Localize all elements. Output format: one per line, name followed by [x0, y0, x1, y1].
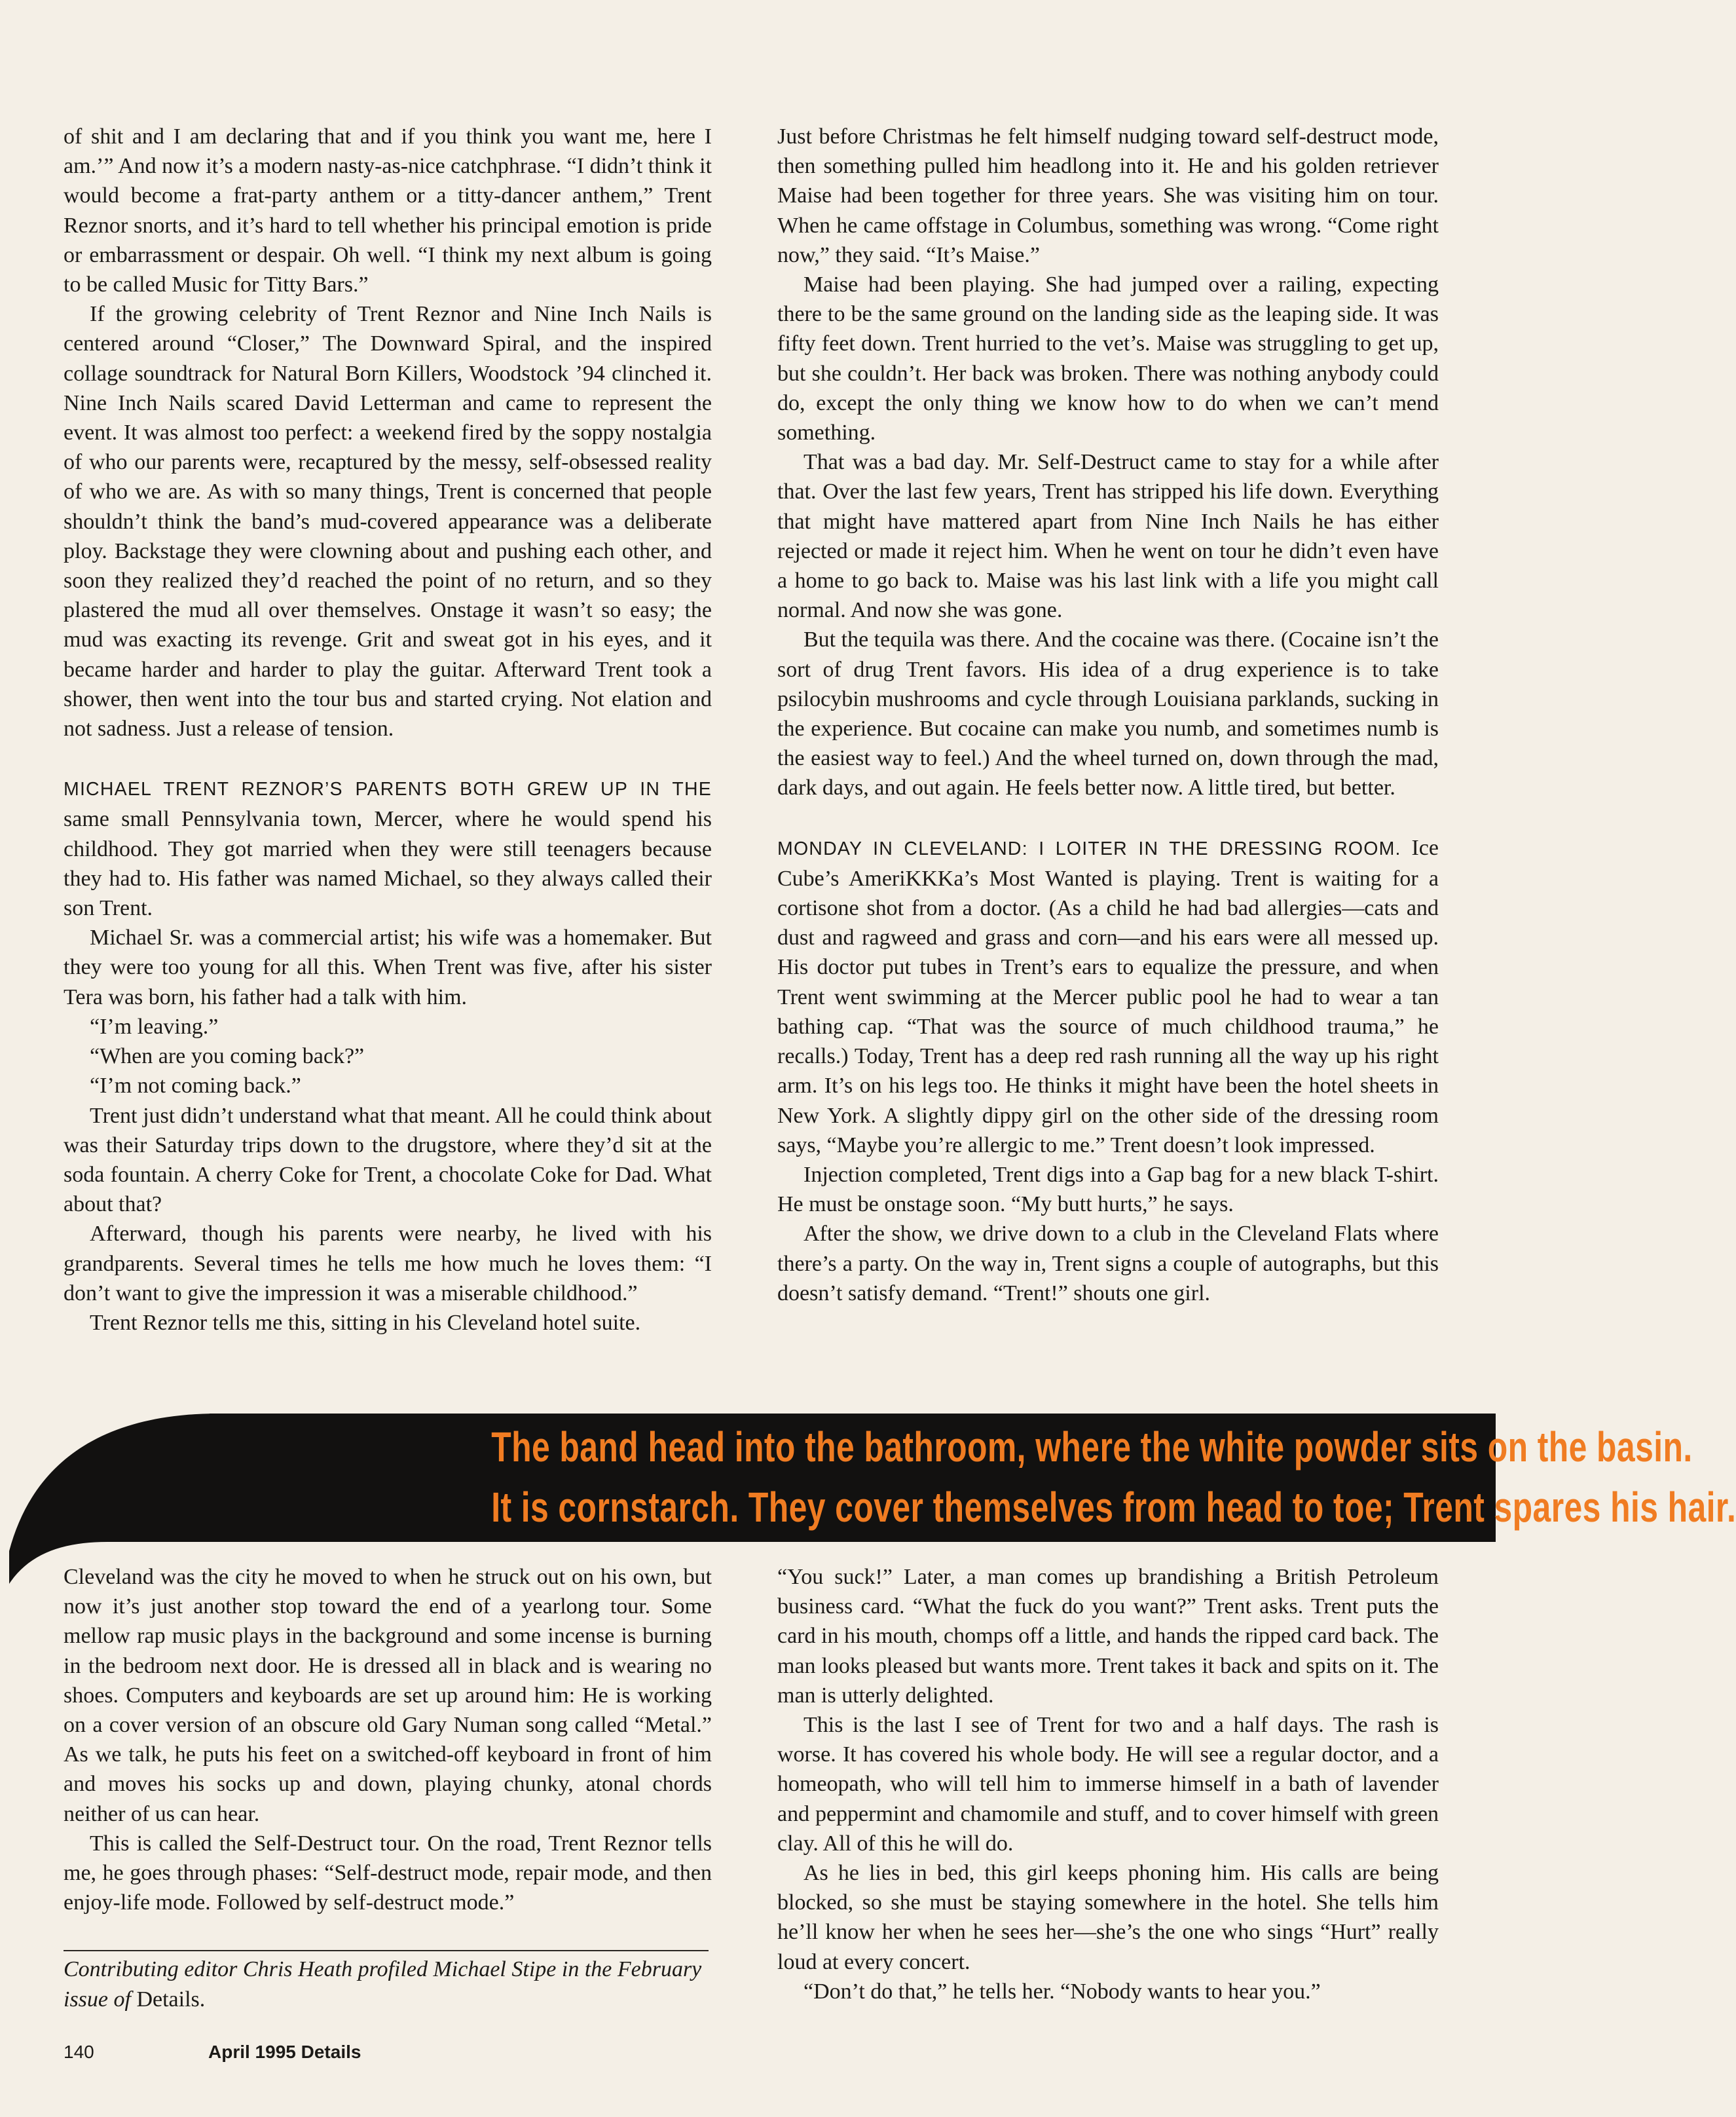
- pull-quote: [491, 1417, 1736, 1537]
- paragraph: Maise had been playing. She had jumped over a railing, expecting there to be the same ground on the landing side as the leaping side. It was fifty feet down. Trent hurried to the vet’s. Maise was struggling to get up, but she couldn’t. Her back was broken. There was nothing anybody could do, except the only thing we know how to do when we can’t mend something.: [777, 272, 1439, 445]
- credit-magazine: Details.: [136, 1987, 206, 2012]
- paragraph: This is called the Self-Destruct tour. On the road, Trent Reznor tells me, he goes through phases: “Self-destruct mode, repair mode, and then enjoy-life mode. Followed by self-destruct mode.”: [64, 1831, 712, 1915]
- paragraph: Cleveland was the city he moved to when he struck out on his own, but now it’s just another stop toward the end of a yearlong tour. Some mellow rap music plays in the background and some incense is burning in the bedroom next door. He is dressed all in black and is wearing no shoes. Computers and keyboards are set up around him: He is working on a cover version of an obscure old Gary Numan song called “Metal.” As we talk, he puts his feet on a switched-off keyboard in front of him and moves his socks up and down, playing chunky, atonal chords neither of us can hear.: [64, 1565, 712, 1826]
- paragraph: of shit and I am declaring that and if you think you want me, here I am.’” And now it’s a modern nasty-as-nice catchphrase. “I didn’t think it would become a frat-party anthem or a titty-dancer anthem,” Trent Reznor snorts, and it’s hard to tell whether his principal emotion is pride or embarrassment or despair. Oh well. “I think my next album is going to be called Music for Titty Bars.”: [64, 124, 712, 297]
- section-paragraph: [777, 833, 1439, 1160]
- paragraph: Afterward, though his parents were nearby, he lived with his grandparents. Several times he tells me how much he loves them: “I don’t want to give the impression it was a miserable childhood.”: [64, 1222, 712, 1305]
- paragraph: After the show, we drive down to a club in the Cleveland Flats where there’s a party. On the way in, Trent signs a couple of autographs, but this doesn’t satisfy demand. “Trent!” shouts one girl.: [777, 1222, 1439, 1305]
- dialogue-line: “When are you coming back?”: [90, 1044, 365, 1069]
- article-column-top-right: [777, 122, 1439, 1308]
- paragraph: That was a bad day. Mr. Self-Destruct came to stay for a while after that. Over the last few years, Trent has stripped his life down. Everything that might have mattered apart from Nine Inch Nails he has either rejected or made it reject him. When he went on tour he didn’t even have a home to go back to. Maise was his last link with a life you might call normal. And now she was gone.: [777, 450, 1439, 623]
- paragraph: But the tequila was there. And the cocaine was there. (Cocaine isn’t the sort of drug Trent favors. His idea of a drug experience is to take psilocybin mushrooms and cycle through Louisiana parklands, sucking in the experience. But cocaine can make you numb, and sometimes numb is the easiest way to feel.) And the wheel turned on, down through the mad, dark days, and out again. He feels better now. A little tired, but better.: [777, 628, 1439, 800]
- pull-quote-line: It is cornstarch. They cover themselves from head to toe; Trent spares his hair.: [491, 1484, 1736, 1531]
- pull-quote-line: The band head into the bathroom, where the white powder sits on the basin.: [491, 1423, 1693, 1471]
- paragraph: “Don’t do that,” he tells her. “Nobody wants to hear you.”: [803, 1979, 1321, 2004]
- credit-divider: [64, 1950, 709, 1951]
- issue-line: April 1995 Details: [208, 2042, 361, 2062]
- paragraph: As he lies in bed, this girl keeps phoning him. His calls are being blocked, so she must be staying somewhere in the hotel. She tells him he’ll know her when he sees her—she’s the one who sings “Hurt” really loud at every concert.: [777, 1861, 1439, 1974]
- paragraph: Michael Sr. was a commercial artist; his wife was a homemaker. But they were too young for all this. When Trent was five, after his sister Tera was born, his father had a talk with him.: [64, 926, 712, 1009]
- paragraph: This is the last I see of Trent for two and a half days. The rash is worse. It has covered his whole body. He will see a regular doctor, and a homeopath, who will tell him to immerse himself in a bath of lavender and peppermint and chamomile and stuff, and to cover himself with green clay. All of this he will do.: [777, 1713, 1439, 1856]
- paragraph: Trent Reznor tells me this, sitting in his Cleveland hotel suite.: [90, 1310, 641, 1335]
- contributor-credit: [64, 1955, 712, 2014]
- section-paragraph: [64, 774, 712, 923]
- article-column-bottom-left: [64, 1562, 712, 1917]
- dialogue-line: “I’m leaving.”: [90, 1014, 219, 1039]
- paragraph: “You suck!” Later, a man comes up brandishing a British Petroleum business card. “What the fuck do you want?” Trent asks. Trent puts the card in his mouth, chomps off a little, and hands the ripped card back. The man looks pleased but wants more. Trent takes it back and spits on it. The man is utterly delighted.: [777, 1565, 1439, 1708]
- lead-in-caps: MICHAEL TRENT REZNOR’S PARENTS BOTH GREW UP IN THE: [64, 779, 712, 800]
- paragraph: Trent just didn’t understand what that meant. All he could think about was their Saturday trips down to the drugstore, where they’d sit at the soda fountain. A cherry Coke for Trent, a chocolate Coke for Dad. What about that?: [64, 1103, 712, 1217]
- paragraph-text: Ice Cube’s AmeriKKKa’s Most Wanted is playing. Trent is waiting for a cortisone shot from a doctor. (As a child he had bad allergies—cats and dust and ragweed and grass and corn—and his ears were all messed up. His doctor put tubes in Trent’s ears to equalize the pressure, and when Trent went swimming at the Mercer public pool he had to wear a tan bathing cap. “That was the source of much childhood trauma,” he recalls.) Today, Trent has a deep red rash running all the way up his right arm. It’s on his legs too. He thinks it might have been the hotel sheets in New York. A slightly dippy girl on the other side of the dressing room says, “Maybe you’re allergic to me.” Trent doesn’t look impressed.: [777, 835, 1439, 1157]
- article-column-bottom-right: [777, 1562, 1439, 2006]
- credit-text: Contributing editor Chris Heath profiled Michael Stipe in the February issue of: [64, 1957, 702, 2012]
- paragraph: Injection completed, Trent digs into a Gap bag for a new black T-shirt. He must be onstage soon. “My butt hurts,” he says.: [777, 1162, 1439, 1217]
- lead-in-caps: MONDAY IN CLEVELAND: I LOITER IN THE DRESSING ROOM.: [777, 838, 1401, 859]
- dialogue-line: “I’m not coming back.”: [90, 1074, 301, 1098]
- paragraph: If the growing celebrity of Trent Reznor and Nine Inch Nails is centered around “Closer,” The Downward Spiral, and the inspired collage soundtrack for Natural Born Killers, Woodstock ’94 clinched it. Nine Inch Nails scared David Letterman and came to represent the event. It was almost too perfect: a weekend fired by the soppy nostalgia of who our parents were, recaptured by the messy, self-obsessed reality of who we are. As with so many things, Trent is concerned that people shouldn’t think the band’s mud-covered appearance was a deliberate ploy. Backstage they were clowning about and pushing each other, and soon they realized they’d reached the point of no return, and so they plastered the mud all over themselves. Onstage it wasn’t so easy; the mud was exacting its revenge. Grit and sweat got in his eyes, and it became harder and harder to play the guitar. Afterward Trent took a shower, then went into the tour bus and started crying. Not elation and not sadness. Just a release of tension.: [64, 302, 712, 741]
- page-number: 140: [64, 2042, 94, 2062]
- paragraph: Just before Christmas he felt himself nudging toward self-destruct mode, then something pulled him headlong into it. He and his golden retriever Maise had been together for three years. She was visiting him on tour. When he came offstage in Columbus, something was wrong. “Come right now,” they said. “It’s Maise.”: [777, 124, 1439, 267]
- article-column-top-left: [64, 122, 712, 1338]
- paragraph-text: same small Pennsylvania town, Mercer, where he would spend his childhood. They got married when they were still teenagers because they had to. His father was named Michael, so they always called their son Trent.: [64, 807, 712, 921]
- pull-quote-curve: [9, 1414, 219, 1584]
